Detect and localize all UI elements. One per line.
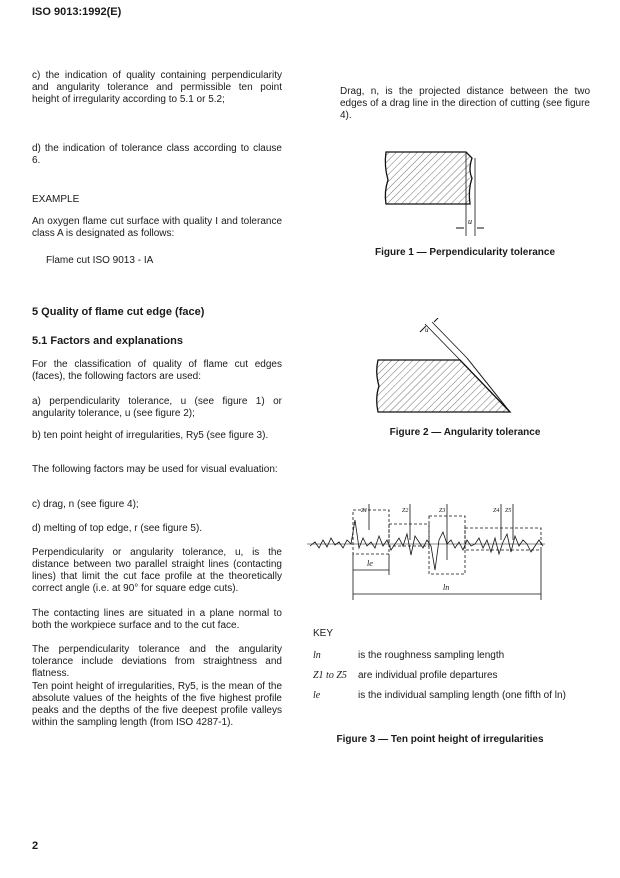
svg-text:ln: ln [443, 583, 450, 592]
svg-text:u: u [468, 217, 472, 226]
perpendicularity-definition: Perpendicularity or angularity tolerance, u, is the distance between two parallel straight lines (contacting lines) that limit the cut face profile at the theoretically correct angle (i.e. at 90° for square edge cuts). [32, 547, 282, 594]
factor-d: d) melting of top edge, r (see figure 5). [32, 523, 203, 534]
section-5-heading: 5 Quality of flame cut edge (face) [32, 306, 205, 318]
svg-text:u: u [425, 326, 429, 334]
page-number: 2 [32, 840, 39, 852]
contacting-paragraph: The contacting lines are situated in a plane normal to both the workpiece surface and to the cut face. [32, 608, 282, 631]
ten-point-paragraph: Ten point height of irregularities, Ry5, is the mean of the absolute values of the heights of the five highest profile peaks and the depths of the five deepest profile valleys within the sampling length (from ISO 4287-1). [32, 681, 282, 728]
section-51-heading: 5.1 Factors and explanations [32, 335, 183, 347]
designation: Flame cut ISO 9013 - IA [46, 255, 154, 266]
page-header: ISO 9013:1992(E) [32, 6, 122, 18]
svg-text:le: le [367, 559, 373, 568]
svg-text:Z3: Z3 [439, 508, 446, 514]
factor-a: a) perpendicularity tolerance, u (see figure 1) or angularity tolerance, u (see figure 2); [32, 396, 282, 419]
figure-2-drawing [370, 318, 530, 418]
svg-text:Z2: Z2 [402, 508, 409, 514]
key-title: KEY [313, 628, 334, 639]
key-desc-le: is the individual sampling length (one fifth of ln) [358, 690, 566, 701]
factor-b: b) ten point height of irregularities, Ry5 (see figure 3). [32, 430, 269, 441]
key-symbol-ln: ln [313, 650, 321, 661]
svg-text:Z1: Z1 [361, 508, 368, 514]
figure-1-caption: Figure 1 — Perpendicularity tolerance [374, 247, 556, 258]
list-item-d: d) the indication of tolerance class according to clause 6. [32, 143, 282, 166]
example-label: EXAMPLE [32, 194, 80, 205]
key-desc-ln: is the roughness sampling length [358, 650, 505, 661]
list-item-c: c) the indication of quality containing perpendicularity and angularity tolerance and permissible ten point height of irregularity according to 5.1 or 5.2; [32, 70, 282, 105]
example-text: An oxygen flame cut surface with quality I and tolerance class A is designated as follows: [32, 216, 282, 239]
svg-text:Z5: Z5 [505, 508, 512, 514]
factor-c: c) drag, n (see figure 4); [32, 499, 139, 510]
intro-paragraph: For the classification of quality of flame cut edges (faces), the following factors are used: [32, 359, 282, 382]
figure-1-drawing [380, 140, 490, 240]
key-symbol-z: Z1 to Z5 [313, 670, 347, 681]
include-paragraph: The perpendicularity tolerance and the angularity tolerance include deviations from straightness and flatness. [32, 644, 282, 679]
svg-text:Z4: Z4 [493, 508, 500, 514]
figure-3-caption: Figure 3 — Ten point height of irregularities [336, 734, 544, 745]
key-symbol-le: le [313, 690, 321, 701]
visual-paragraph: The following factors may be used for visual evaluation: [32, 464, 278, 475]
drag-paragraph: Drag, n, is the projected distance between the two edges of a drag line in the direction of cutting (see figure 4). [340, 86, 590, 121]
key-desc-z: are individual profile departures [358, 670, 498, 681]
figure-3-drawing [305, 500, 565, 620]
figure-2-caption: Figure 2 — Angularity tolerance [389, 427, 541, 438]
